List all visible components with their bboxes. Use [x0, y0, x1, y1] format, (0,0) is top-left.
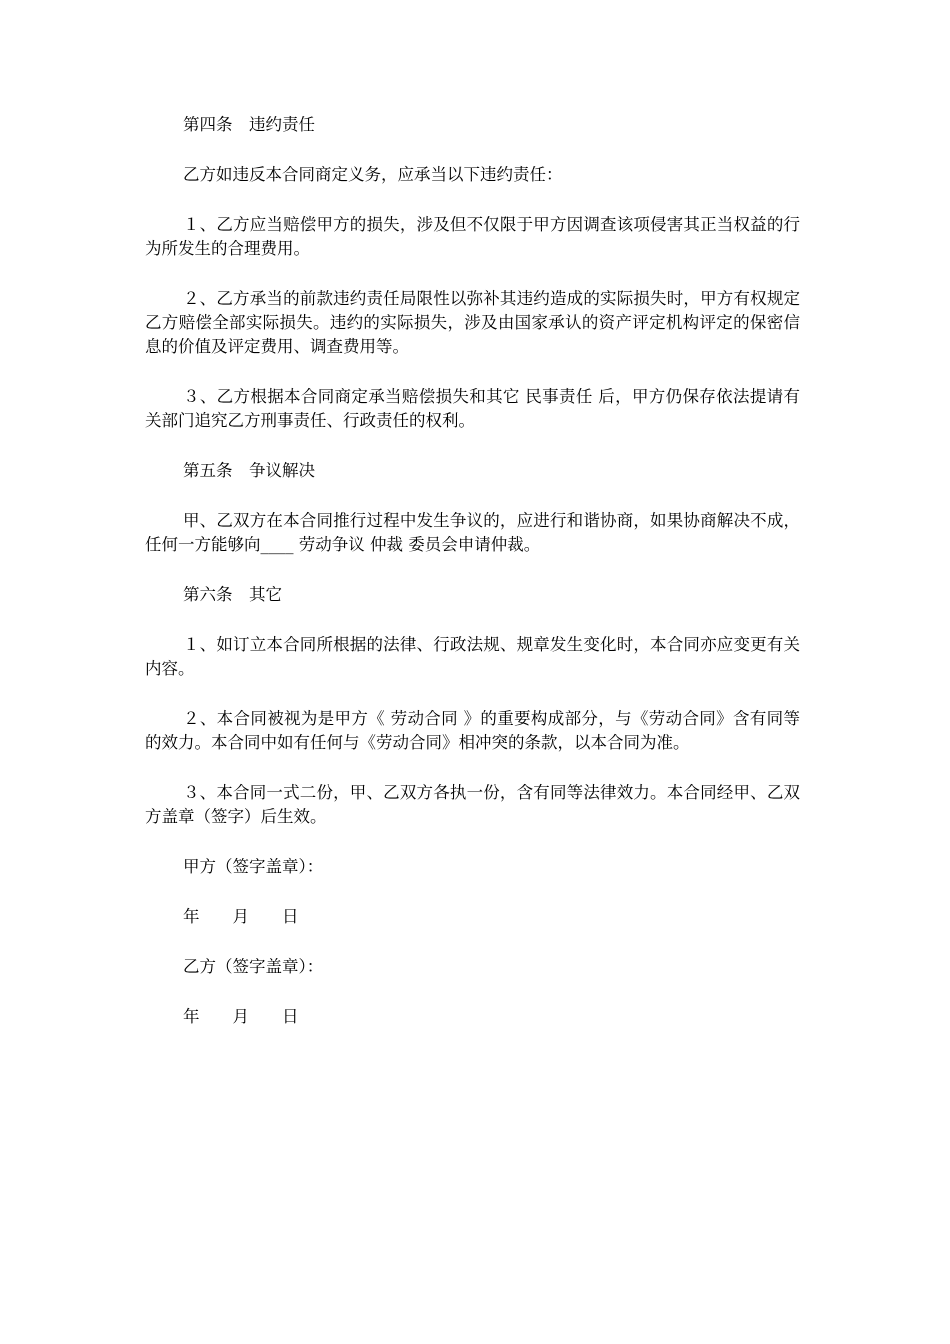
article-4-clause-1: １、乙方应当赔偿甲方的损失，涉及但不仅限于甲方因调查该项侵害其正当权益的行为所发生的合理费用。	[145, 215, 800, 258]
document-page	[145, 113, 800, 1055]
article-4-clause-3: ３、乙方根据本合同商定承当赔偿损失和其它 民事责任 后，甲方仍保存依法提请有关部门追究乙方刑事责任、行政责任的权利。	[145, 387, 800, 430]
article-5-heading: 第五条 争议解决	[183, 461, 315, 480]
party-b-signature-label: 乙方（签字盖章）：	[183, 957, 324, 976]
article-6-clause-2: ２、本合同被视为是甲方《 劳动合同 》的重要构成部分，与《劳动合同》含有同等的效力。本合同中如有任何与《劳动合同》相冲突的条款，以本合同为准。	[145, 709, 800, 752]
article-6-clause-3: ３、本合同一式二份，甲、乙双方各执一份，含有同等法律效力。本合同经甲、乙双方盖章（签字）后生效。	[145, 783, 800, 826]
article-6-clause-1: １、如订立本合同所根据的法律、行政法规、规章发生变化时，本合同亦应变更有关内容。	[145, 635, 800, 678]
article-4-heading: 第四条 违约责任	[183, 115, 315, 134]
party-b-date-line: 年 月 日	[183, 1007, 299, 1026]
article-6-heading: 第六条 其它	[183, 585, 282, 604]
party-a-date-line: 年 月 日	[183, 907, 299, 926]
party-a-signature-label: 甲方（签字盖章）：	[183, 857, 324, 876]
article-4-intro: 乙方如违反本合同商定义务，应承当以下违约责任：	[183, 165, 563, 184]
article-4-clause-2: ２、乙方承当的前款违约责任局限性以弥补其违约造成的实际损失时，甲方有权规定乙方赔偿全部实际损失。违约的实际损失，涉及由国家承认的资产评定机构评定的保密信息的价值及评定费用、调查费用等。	[145, 289, 800, 356]
article-5-body: 甲、乙双方在本合同推行过程中发生争议的，应进行和谐协商，如果协商解决不成，任何一方能够向____ 劳动争议 仲裁 委员会申请仲裁。	[145, 511, 800, 554]
